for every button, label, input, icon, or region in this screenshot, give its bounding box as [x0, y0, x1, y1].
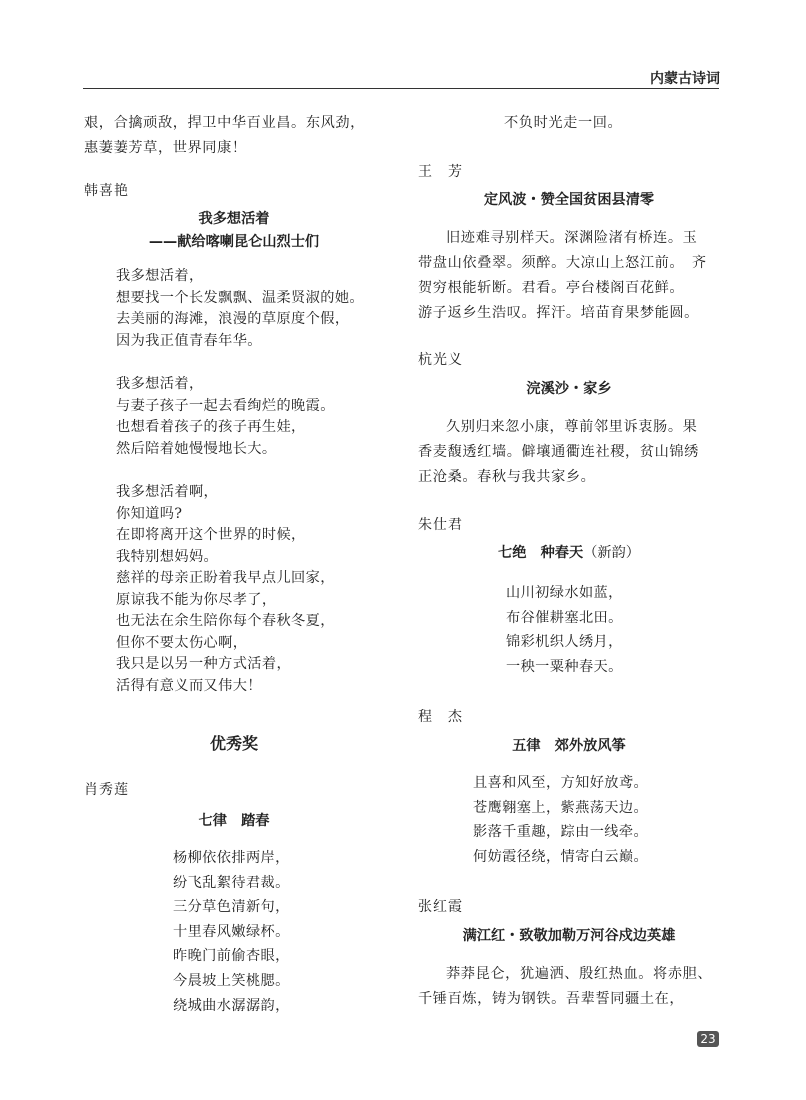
poem-body — [473, 771, 648, 869]
poem-line: 因为我正值青春年华。 — [116, 332, 262, 349]
poem-line: 三分草色清新句， — [173, 899, 290, 916]
poem-line: 且喜和风至，方知好放鸢。 — [473, 775, 649, 791]
poem-line: 一秧一粟种春天。 — [506, 658, 623, 675]
poem-line: 杨柳依依排两岸， — [173, 850, 290, 866]
poem-line: 我多想活着， — [116, 268, 204, 284]
poem-line: 锦彩机织人绣月， — [506, 634, 623, 651]
author-name: 杭光义 — [418, 352, 463, 368]
prose-line: 游子返乡生浩叹。挥汗。培苗育果梦能圆。 — [418, 305, 699, 321]
poem-line: 你知道吗? — [116, 505, 183, 522]
running-header: 内蒙古诗词 — [650, 71, 720, 87]
poem-title: 定风波・赞全国贫困县清零 — [483, 192, 655, 208]
header-rule — [83, 88, 719, 89]
poem-title: 浣溪沙・家乡 — [526, 381, 612, 397]
prose-line: 正沧桑。春秋与我共家乡。 — [418, 469, 596, 485]
prose-line: 旧迹难寻别样天。深渊险渚有桥连。玉 — [446, 230, 698, 246]
poem-line: 我只是以另一种方式活着， — [116, 656, 292, 672]
poem-title: 七律 踏春 — [198, 813, 270, 829]
continuation-line: 艰，合擒顽敌，捍卫中华百业昌。东风劲， — [84, 115, 365, 131]
poem-stanza — [116, 266, 364, 352]
author-name: 韩喜艳 — [84, 183, 129, 199]
prose-segment: 僻壤通衢连社稷，贫山锦绣 — [521, 444, 699, 460]
prose-segment: 香麦馥透红墙。 — [418, 444, 522, 460]
poem-line: 苍鹰翱塞上，紫燕荡天边。 — [473, 799, 649, 816]
poem-line: 去美丽的海滩，浪漫的草原度个假， — [116, 311, 350, 327]
poem-line: 何妨霞径绕，情寄白云巅。 — [473, 848, 649, 865]
poem-body — [173, 846, 290, 1018]
prose-line: 久别归来忽小康，尊前邻里诉衷肠。果 — [446, 419, 698, 435]
poem-line: 在即将离开这个世界的时候， — [116, 527, 306, 543]
poem-line: 也无法在余生陪你每个春秋冬夏， — [116, 613, 335, 629]
poem-line: 活得有意义而又伟大！ — [116, 677, 262, 694]
author-name: 王 芳 — [418, 164, 463, 180]
poem-title-note: （新韵） — [583, 545, 640, 561]
poem-line: 然后陪着她慢慢地长大。 — [116, 440, 277, 457]
poem-line: 纷飞乱絮待君裁。 — [173, 874, 290, 891]
poem-body — [506, 581, 623, 679]
author-name: 朱仕君 — [418, 517, 463, 533]
author-name: 肖秀莲 — [84, 782, 129, 798]
poem-line: 慈祥的母亲正盼着我早点儿回家， — [116, 570, 335, 586]
poem-line: 与妻子孩子一起去看绚烂的晚霞。 — [116, 397, 335, 414]
poem-line: 想要找一个长发飘飘、温柔贤淑的她。 — [116, 289, 364, 306]
poem-stanza — [116, 482, 335, 697]
poem-line: 十里春风嫩绿杯。 — [173, 923, 290, 940]
poem-title — [418, 542, 720, 562]
poem-subtitle: ——献给喀喇昆仑山烈士们 — [148, 234, 320, 250]
author-name: 张红霞 — [418, 899, 463, 915]
author-name: 程 杰 — [418, 709, 463, 725]
prose-line: 莽莽昆仑，犹遍洒、殷红热血。将赤胆、 — [446, 966, 713, 982]
poem-line: 昨晚门前偷杏眼， — [173, 948, 290, 965]
poem-line: 今晨坡上笑桃腮。 — [173, 972, 290, 989]
poem-stanza — [116, 374, 335, 460]
continuation-line: 惠萋萋芳草，世界同康！ — [84, 140, 247, 156]
poem-line: 原谅我不能为你尽孝了， — [116, 591, 277, 608]
poem-title: 五律 郊外放风筝 — [512, 738, 626, 754]
poem-title: 满江红・致敬加勒万河谷戍边英雄 — [462, 928, 676, 944]
poem-title: 我多想活着 — [198, 211, 270, 227]
poem-title-text: 七绝 种春天 — [498, 545, 584, 561]
poem-line: 但你不要太伤心啊， — [116, 634, 248, 651]
continuation-line: 不负时光走一回。 — [504, 115, 623, 131]
prose-line: 贺穷根能斩断。君看。亭台楼阁百花鲜。 — [418, 280, 685, 296]
poem-line: 也想看着孩子的孩子再生娃， — [116, 419, 306, 435]
poem-line: 影落千重趣，踪由一线牵。 — [473, 824, 649, 841]
prose-line: 带盘山依叠翠。须醉。大凉山上怒江前。 齐 — [418, 255, 707, 271]
prose-line — [418, 440, 699, 465]
section-heading: 优秀奖 — [209, 734, 258, 753]
poem-line: 布谷催耕塞北田。 — [506, 609, 623, 626]
poem-line: 我多想活着啊， — [116, 484, 219, 500]
poem-line: 山川初绿水如蓝， — [506, 585, 623, 601]
poem-line: 绕城曲水潺潺韵， — [173, 997, 290, 1014]
prose-line: 千锤百炼，铸为钢铁。吾辈誓同疆土在， — [418, 991, 685, 1007]
poem-line: 我多想活着， — [116, 376, 204, 392]
page-number-badge: 23 — [697, 1031, 719, 1047]
poem-line: 我特别想妈妈。 — [116, 548, 219, 565]
